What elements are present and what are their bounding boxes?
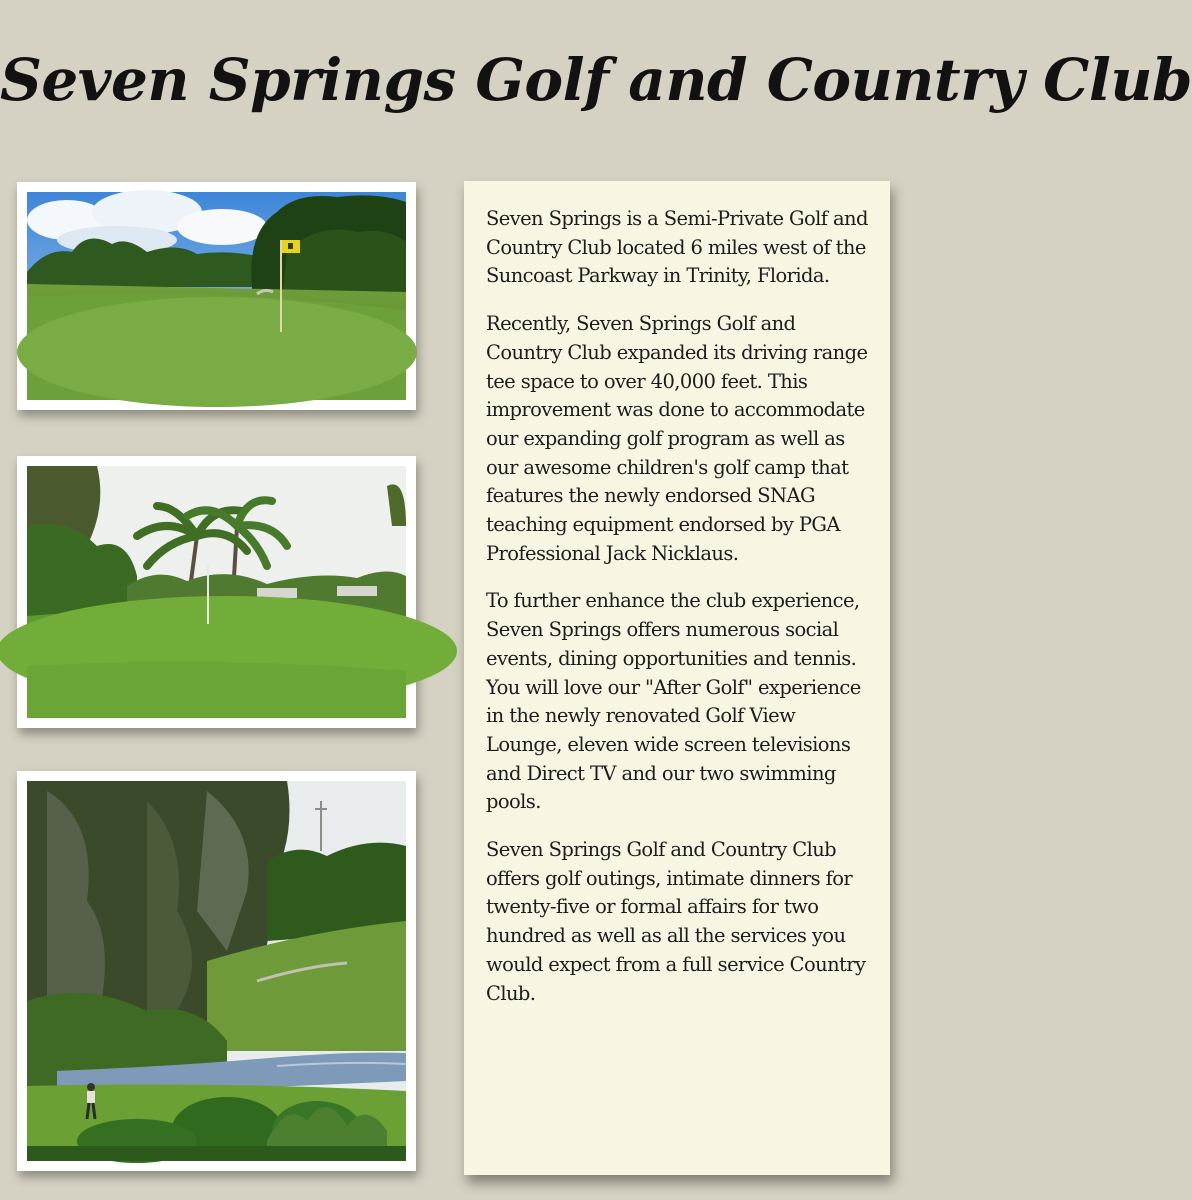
photo-frame <box>17 456 416 728</box>
description-panel <box>464 181 890 1175</box>
golf-green-flag-photo <box>27 192 406 400</box>
golfer-tee-pond-photo <box>27 781 406 1161</box>
intro-paragraph: Seven Springs is a Semi-Private Golf and Country Club located 6 miles west of the Suncoast Parkway in Trinity, Florida. <box>486 207 868 288</box>
club-experience-paragraph: To further enhance the club experience, Seven Springs offers numerous social events, dining opportunities and tennis. You will love our "After Golf" experience in the newly renovated Golf View Lounge, eleven wide screen televisions and Direct TV and our two swimming pools. <box>486 589 861 814</box>
page-title: Seven Springs Golf and Country Club <box>0 46 1192 114</box>
photo-frame <box>17 771 416 1171</box>
driving-range-paragraph: Recently, Seven Springs Golf and Country Club expanded its driving range tee space to over 40,000 feet. This improvement was done to accommodate our expanding golf program as well as our awesome children's golf camp that features the newly endorsed SNAG teaching equipment endorsed by PGA Professional Jack Nicklaus. <box>486 312 868 565</box>
golf-green-palms-photo <box>27 466 406 718</box>
photo-frame <box>17 182 416 410</box>
events-paragraph: Seven Springs Golf and Country Club offers golf outings, intimate dinners for twenty-five or formal affairs for two hundred as well as all the services you would expect from a full service Country Club. <box>486 838 866 1005</box>
